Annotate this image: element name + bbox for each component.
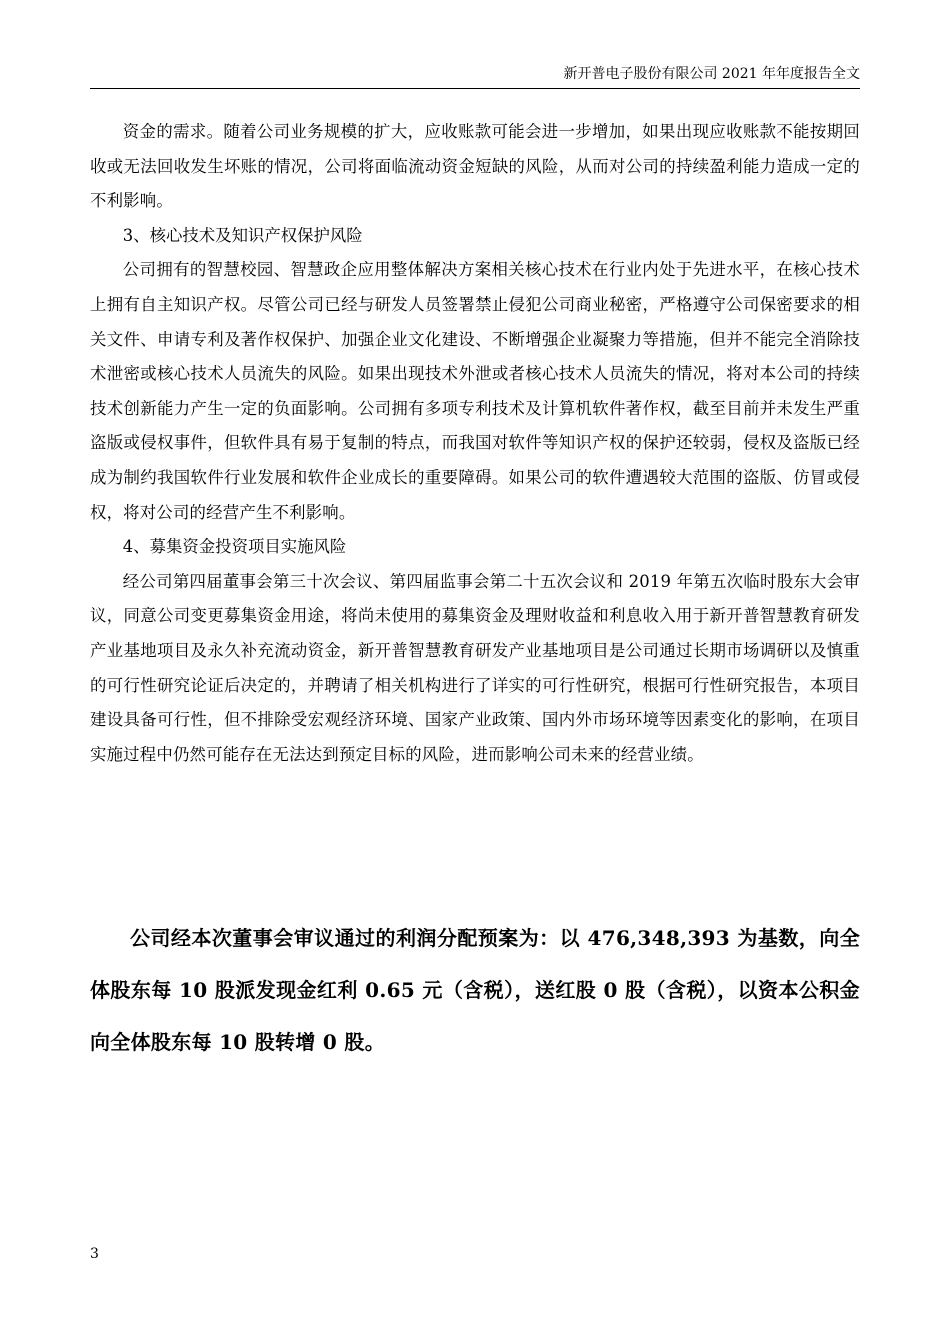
paragraph-tech-ip-risk: 公司拥有的智慧校园、智慧政企应用整体解决方案相关核心技术在行业内处于先进水平，在核心技术上拥有自主知识产权。尽管公司已经与研发人员签署禁止侵犯公司商业秘密，严格遵守公司保密要求的相关文件、申请专利及著作权保护、加强企业文化建设、不断增强企业凝聚力等措施，但并不能完全消除技术泄密或核心技术人员流失的风险。如果出现技术外泄或者核心技术人员流失的情况，将对本公司的持续技术创新能力产生一定的负面影响。公司拥有多项专利技术及计算机软件著作权，截至目前并未发生严重盗版或侵权事件，但软件具有易于复制的特点，而我国对软件等知识产权的保护还较弱，侵权及盗版已经成为制约我国软件行业发展和软件企业成长的重要障碍。如果公司的软件遭遇较大范围的盗版、仿冒或侵权，将对公司的经营产生不利影响。 (90, 260, 860, 522)
page-number: 3 (90, 1246, 99, 1262)
paragraph-capital-need: 资金的需求。随着公司业务规模的扩大，应收账款可能会进一步增加，如果出现应收账款不能按期回收或无法回收发生坏账的情况，公司将面临流动资金短缺的风险，从而对公司的持续盈利能力造成一定的不利影响。 (90, 122, 860, 211)
heading-tech-ip-risk: 3、核心技术及知识产权保护风险 (122, 225, 363, 245)
page-header (90, 60, 860, 89)
document-body (90, 115, 860, 772)
report-title: 新开普电子股份有限公司 2021 年年度报告全文 (563, 66, 860, 82)
paragraph-fundraising-risk: 经公司第四届董事会第三十次会议、第四届监事会第二十五次会议和 2019 年第五次临时股东大会审议，同意公司变更募集资金用途，将尚未使用的募集资金及理财收益和利息收入用于新开普智慧教育研发产业基地项目及永久补充流动资金，新开普智慧教育研发产业基地项目是公司通过长期市场调研以及慎重的可行性研究论证后决定的，并聘请了相关机构进行了详实的可行性研究，根据可行性研究报告，本项目建设具备可行性，但不排除受宏观经济环境、国家产业政策、国内外市场环境等因素变化的影响，在项目实施过程中仍然可能存在无法达到预定目标的风险，进而影响公司未来的经营业绩。 (90, 571, 860, 764)
heading-fundraising-risk: 4、募集资金投资项目实施风险 (122, 537, 347, 557)
profit-distribution-plan: 公司经本次董事会审议通过的利润分配预案为：以 476,348,393 为基数，向全体股东每 10 股派发现金红利 0.65 元（含税），送红股 0 股（含税），以资本公积金向全体股东每 10 股转增 0 股。 (90, 926, 860, 1054)
